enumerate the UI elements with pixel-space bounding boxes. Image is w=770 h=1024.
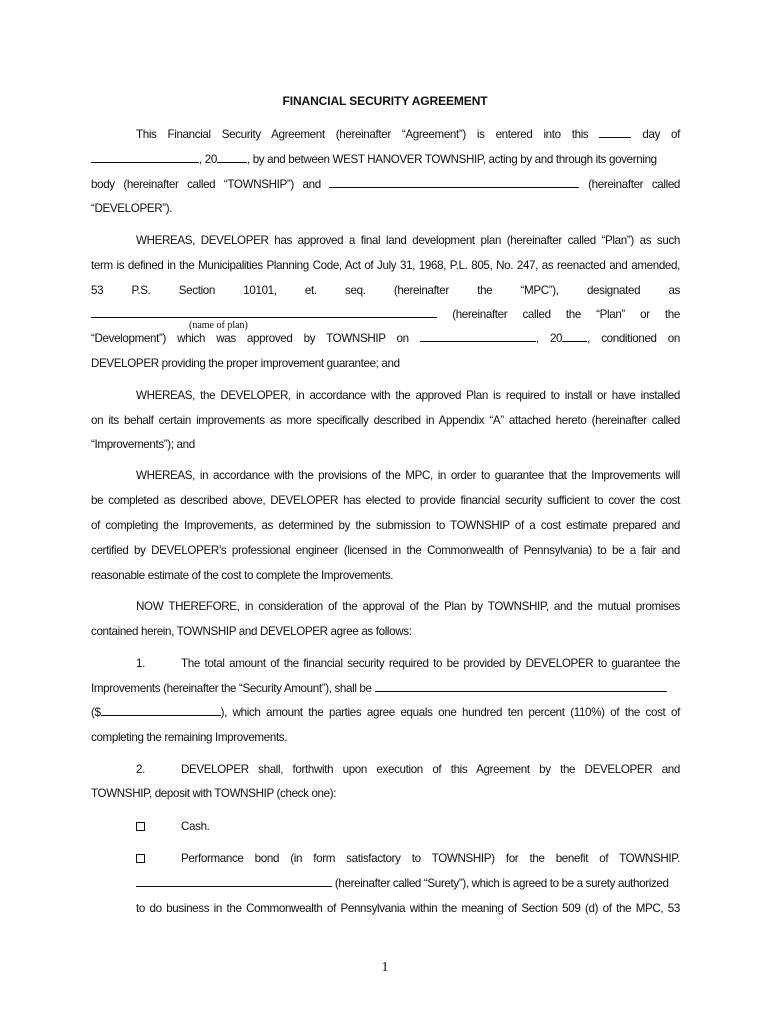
developer-name-blank[interactable]	[329, 175, 579, 188]
day-blank[interactable]	[599, 125, 631, 138]
item2-line-1: 2. DEVELOPER shall, forthwith upon execution of this Agreement by the DEVELOPER and	[91, 757, 680, 782]
month-blank[interactable]	[91, 150, 199, 163]
whereas1-line-2: term is defined in the Municipalities Planning Code, Act of July 31, 1968, P.L. 805, No. 247, as reenacted and amended,	[91, 259, 680, 272]
whereas1-line-4: (hereinafter called the “Plan” or the	[91, 302, 680, 327]
cash-checkbox[interactable]	[136, 822, 145, 831]
plan-name-blank[interactable]	[91, 305, 437, 318]
intro-line-3: body (hereinafter called “TOWNSHIP”) and (hereinafter called	[91, 172, 680, 197]
nowtherefore-line-1: NOW THEREFORE, in consideration of the approval of the Plan by TOWNSHIP, and the mutual promises	[136, 600, 680, 613]
option-cash: Cash.	[91, 814, 680, 839]
whereas1-line-1: WHEREAS, DEVELOPER has approved a final land development plan (hereinafter called “Plan”) as such	[136, 234, 680, 247]
item1-line-1: 1. The total amount of the financial security required to be provided by DEVELOPER to guarantee the	[91, 651, 680, 676]
page-number: 1	[381, 960, 389, 975]
intro-line-2: , 20 , by and between WEST HANOVER TOWNSHIP, acting by and through its governing	[91, 147, 680, 172]
surety-name-blank[interactable]	[136, 874, 332, 887]
option-bond-line-3: to do business in the Commonwealth of Pennsylvania within the meaning of Section 509 (d) of the MPC, 53	[136, 902, 680, 915]
whereas1-line-5: “Development”) which was approved by TOWNSHIP on , 20 , conditioned on	[91, 326, 680, 351]
approval-date-blank[interactable]	[420, 329, 536, 342]
approval-year-blank[interactable]	[562, 329, 587, 342]
intro-line-1: This Financial Security Agreement (hereinafter “Agreement”) is entered into this day of	[91, 122, 680, 147]
year-blank[interactable]	[217, 150, 247, 163]
security-amount-number-blank[interactable]	[101, 703, 221, 716]
document-title: FINANCIAL SECURITY AGREEMENT	[282, 94, 488, 108]
whereas1-line-6: DEVELOPER providing the proper improvement guarantee; and	[91, 357, 400, 370]
item1-number: 1.	[136, 657, 145, 670]
option-bond-line-1: Performance bond (in form satisfactory to TOWNSHIP) for the benefit of TOWNSHIP.	[91, 846, 680, 871]
option-bond-line-2: (hereinafter called “Surety”), which is agreed to be a surety authorized	[136, 871, 680, 896]
whereas2-line-2: on its behalf certain improvements as more specifically described in Appendix “A” attached hereto (hereinafter called	[91, 414, 680, 427]
whereas2-line-1: WHEREAS, the DEVELOPER, in accordance with the approved Plan is required to install or have installed	[136, 389, 680, 402]
item2-number: 2.	[136, 763, 145, 776]
intro-line-4: “DEVELOPER”).	[91, 202, 173, 215]
item2-line-2: TOWNSHIP, deposit with TOWNSHIP (check one):	[91, 787, 337, 800]
whereas3-line-2: be completed as described above, DEVELOPER has elected to provide financial security sufficient to cover the cost	[91, 494, 680, 507]
bond-checkbox[interactable]	[136, 854, 145, 863]
whereas1-line-3: 53 P.S. Section 10101, et. seq. (hereinafter the “MPC”), designated as	[91, 284, 680, 297]
whereas3-line-4: certified by DEVELOPER’s professional engineer (licensed in the Commonwealth of Pennsylvania) to be a fair and	[91, 544, 680, 557]
item1-line-3: ($ ), which amount the parties agree equals one hundred ten percent (110%) of the cost of	[91, 700, 680, 725]
item1-line-4: completing the remaining Improvements.	[91, 731, 288, 744]
nowtherefore-line-2: contained herein, TOWNSHIP and DEVELOPER agree as follows:	[91, 625, 412, 638]
item1-line-2: Improvements (hereinafter the “Security Amount”), shall be	[91, 676, 680, 701]
plan-name-sublabel: (name of plan)	[189, 320, 248, 331]
whereas2-line-3: “Improvements”); and	[91, 438, 195, 451]
security-amount-words-blank[interactable]	[375, 679, 667, 692]
whereas3-line-5: reasonable estimate of the cost to complete the Improvements.	[91, 569, 394, 582]
whereas3-line-1: WHEREAS, in accordance with the provisions of the MPC, in order to guarantee that the Improvements will	[136, 469, 680, 482]
whereas3-line-3: of completing the Improvements, as determined by the submission to TOWNSHIP of a cost estimate prepared and	[91, 519, 680, 532]
